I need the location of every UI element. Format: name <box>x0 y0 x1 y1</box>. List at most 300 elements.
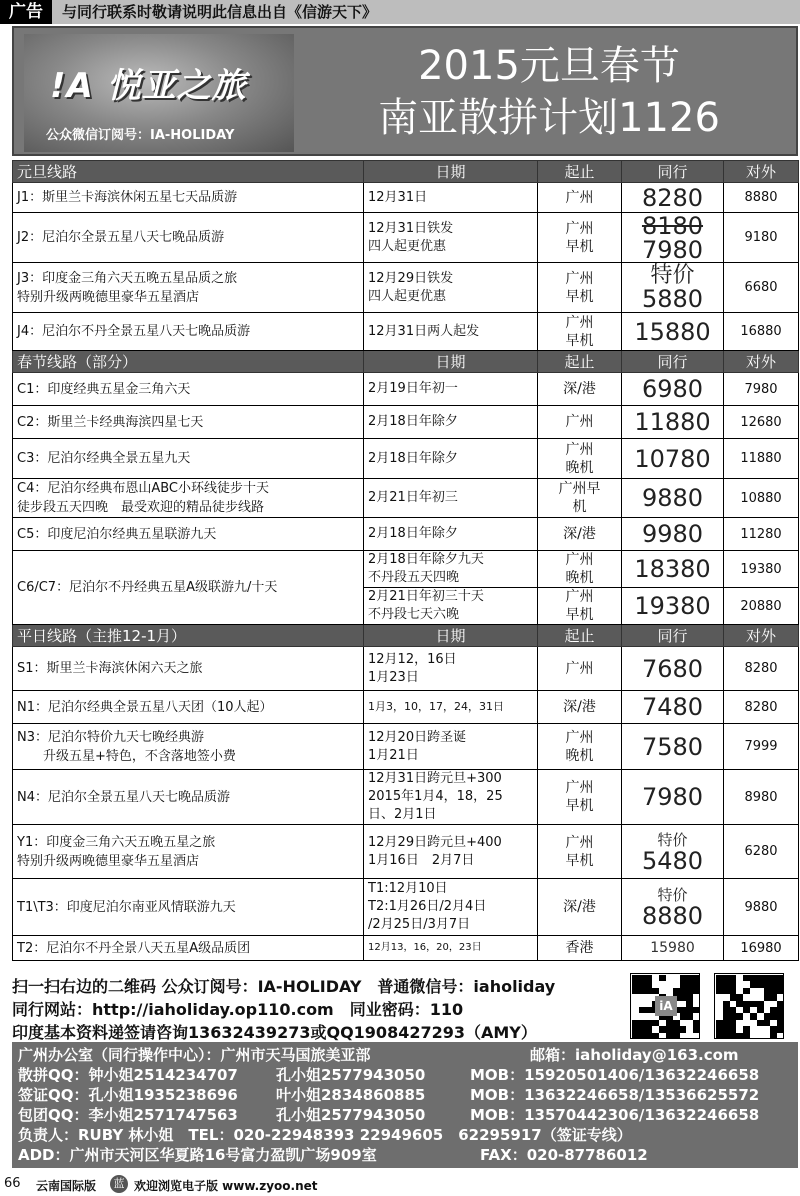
qr-module <box>693 1007 700 1013</box>
qr-module <box>757 1007 764 1013</box>
departure-city: 广州 晚机 <box>538 551 622 588</box>
page-number: 66 <box>4 1176 21 1191</box>
section-header-cell: 起止 <box>538 351 622 373</box>
qr-code-wechat <box>714 973 784 1039</box>
departure-city: 广州 早机 <box>538 588 622 625</box>
edition-badge-icon: 蓝 <box>110 1175 128 1193</box>
table-row <box>13 518 799 551</box>
qr-module <box>652 1020 659 1026</box>
peer-price-value: 5880 <box>641 284 704 313</box>
table-row <box>13 647 799 691</box>
departure-date: T1:12月10日 T2:1月26日/2月4日 /2月25日/3月7日 <box>364 879 538 936</box>
qr-module <box>632 981 639 987</box>
banner-title-line1: 2015元旦春节 <box>418 43 680 89</box>
qr-module <box>666 1026 673 1032</box>
section-header-cell: 同行 <box>622 161 724 183</box>
departure-date: 1月3，10，17，24，31日 <box>364 691 538 724</box>
peer-price <box>622 879 724 936</box>
departure-city: 广州 早机 <box>538 263 622 313</box>
peer-price-value: 19380 <box>634 592 711 620</box>
table-row <box>13 879 799 936</box>
peer-price-value: 8280 <box>641 183 704 212</box>
peer-price-value: 11880 <box>634 408 711 436</box>
qr-module <box>777 975 784 981</box>
departure-city: 广州 早机 <box>538 313 622 351</box>
qr-module <box>686 1013 693 1019</box>
edition-label: 云南国际版 <box>36 1179 97 1193</box>
ad-notice: 与同行联系时敬请说明此信息出自《信游天下》 <box>52 0 800 24</box>
qr-module <box>777 981 784 987</box>
departure-date: 12月31日 <box>364 183 538 213</box>
qr-module <box>723 1020 730 1026</box>
group-qq-2: 孔小姐2577943050 <box>276 1066 426 1084</box>
peer-price <box>622 263 724 313</box>
departure-city: 广州 晚机 <box>538 724 622 770</box>
public-price: 9880 <box>724 879 799 936</box>
qr-module <box>646 1007 653 1013</box>
section-header-cell: 对外 <box>724 161 799 183</box>
route-name: C2：斯里兰卡经典海滨四星七天 <box>13 406 364 439</box>
departure-city: 广州 早机 <box>538 825 622 879</box>
table-row <box>13 313 799 351</box>
section-header-cell: 起止 <box>538 625 622 647</box>
qr-module <box>639 981 646 987</box>
departure-city: 深/港 <box>538 691 622 724</box>
table-row <box>13 479 799 518</box>
special-price-note: 特价 <box>657 886 688 904</box>
table-row <box>13 724 799 770</box>
special-price-note: 特价 <box>650 262 695 288</box>
table-row <box>13 825 799 879</box>
qr-module <box>730 1020 737 1026</box>
qr-module <box>652 988 659 994</box>
qr-module <box>652 1033 659 1039</box>
qr-module <box>730 994 737 1000</box>
public-price: 8280 <box>724 647 799 691</box>
logo <box>24 34 294 152</box>
public-price: 19380 <box>724 551 799 588</box>
special-price-note: 特价 <box>657 830 688 849</box>
qr-module <box>646 975 653 981</box>
qr-module <box>666 1020 673 1026</box>
qr-module <box>686 981 693 987</box>
qr-module <box>730 1026 737 1032</box>
qr-module <box>666 1033 673 1039</box>
qr-module <box>686 975 693 981</box>
qr-module <box>680 1026 687 1032</box>
peer-price-value: 5480 <box>641 846 704 875</box>
peer-price <box>622 373 724 406</box>
page-footer <box>0 1172 800 1196</box>
qr-module <box>632 1033 639 1039</box>
qr-module <box>750 1013 757 1019</box>
qr-module <box>743 1026 750 1032</box>
route-name: C6/C7：尼泊尔不丹经典五星A级联游九/十天 <box>13 551 364 625</box>
departure-city: 深/港 <box>538 373 622 406</box>
group-qq: 散拼QQ：钟小姐2514234707 <box>18 1066 238 1084</box>
qr-module <box>743 988 750 994</box>
public-price: 11880 <box>724 439 799 479</box>
peer-price-value: 7680 <box>641 654 704 683</box>
office-line <box>18 1125 792 1145</box>
departure-city: 香港 <box>538 936 622 961</box>
peer-price-value: 18380 <box>634 555 711 583</box>
visa-qq: 签证QQ：孔小姐1935238696 <box>18 1086 238 1104</box>
qr-module <box>757 981 764 987</box>
office-line <box>18 1085 792 1105</box>
visa-qq-2: 叶小姐2834860885 <box>276 1086 426 1104</box>
departure-city: 广州 早机 <box>538 213 622 263</box>
qr-module <box>680 975 687 981</box>
table-row <box>13 213 799 263</box>
charter-qq: 包团QQ：李小姐2571747563 <box>18 1106 238 1124</box>
office-line <box>18 1105 792 1125</box>
departure-date: 12月31日两人起发 <box>364 313 538 351</box>
peer-price <box>622 479 724 518</box>
section-header-cell: 日期 <box>364 161 538 183</box>
departure-date: 12月29日跨元旦+400 1月16日 2月7日 <box>364 825 538 879</box>
route-name: J3：印度金三角六天五晚五星品质之旅 特别升级两晚德里豪华五星酒店 <box>13 263 364 313</box>
qr-module <box>770 1007 777 1013</box>
route-name: N3：尼泊尔特价九天七晚经典游 升级五星+特色，不含落地签小费 <box>13 724 364 770</box>
table-row <box>13 936 799 961</box>
qr-module <box>646 1020 653 1026</box>
qr-module <box>639 1020 646 1026</box>
peer-price-value: 7480 <box>641 693 704 721</box>
qr-module <box>777 1013 784 1019</box>
qr-module <box>770 1033 777 1039</box>
route-name: N4：尼泊尔全景五星八天七晚品质游 <box>13 770 364 825</box>
qr-module <box>743 1001 750 1007</box>
qr-module <box>686 988 693 994</box>
website-note: 欢迎浏览电子版 www.zyoo.net <box>134 1179 318 1193</box>
qr-module <box>639 988 646 994</box>
section-header-chunjie <box>13 351 799 373</box>
qr-module <box>730 981 737 987</box>
ad-tag: 广告 <box>0 0 52 24</box>
qr-module <box>639 1033 646 1039</box>
charter-mob: MOB：13570442306/13632246658 <box>470 1106 760 1124</box>
route-name: C4：尼泊尔经典布恩山ABC小环线徒步十天 徒步段五天四晚 最受欢迎的精品徒步线路 <box>13 479 364 518</box>
route-name: T1\T3：印度尼泊尔南亚风情联游九天 <box>13 879 364 936</box>
peer-price <box>622 406 724 439</box>
departure-city: 广州 <box>538 406 622 439</box>
table-row <box>13 183 799 213</box>
section-header-cell: 对外 <box>724 625 799 647</box>
qr-module <box>770 994 777 1000</box>
qr-module <box>764 981 771 987</box>
qr-module <box>770 981 777 987</box>
table-row <box>13 439 799 479</box>
qr-module <box>723 1026 730 1032</box>
qr-module <box>632 988 639 994</box>
departure-city: 广州早 机 <box>538 479 622 518</box>
table-row <box>13 406 799 439</box>
public-price: 9180 <box>724 213 799 263</box>
office-email: 邮箱：iaholiday@163.com <box>530 1046 739 1064</box>
qr-module <box>646 981 653 987</box>
qr-module <box>632 975 639 981</box>
peer-price <box>622 647 724 691</box>
contact-website: 同行网站：http://iaholiday.op110.com 同业密码：110 <box>12 1000 464 1019</box>
route-name: C1：印度经典五星金三角六天 <box>13 373 364 406</box>
qr-module <box>736 1013 743 1019</box>
qr-module <box>750 1001 757 1007</box>
qr-module <box>764 1013 771 1019</box>
qr-module <box>723 975 730 981</box>
route-name: N1：尼泊尔经典全景五星八天团（10人起） <box>13 691 364 724</box>
contact-visa: 印度基本资料递签请咨询13632439273或QQ1908427293（AMY） <box>12 1023 537 1042</box>
header-banner <box>12 26 798 156</box>
peer-price-value: 7980 <box>641 235 704 264</box>
qr-module <box>723 988 730 994</box>
departure-date: 12月13，16，20，23日 <box>364 936 538 961</box>
qr-module <box>723 1013 730 1019</box>
public-price: 6680 <box>724 263 799 313</box>
route-name: J1：斯里兰卡海滨休闲五星七天品质游 <box>13 183 364 213</box>
peer-price <box>622 691 724 724</box>
qr-module <box>723 1001 730 1007</box>
departure-date: 12月20日跨圣诞 1月21日 <box>364 724 538 770</box>
qr-module <box>716 1020 723 1026</box>
peer-price <box>622 439 724 479</box>
office-fax: FAX：020-87786012 <box>480 1146 648 1164</box>
qr-module <box>680 1007 687 1013</box>
visa-mob: MOB：13632246658/13536625572 <box>470 1086 760 1104</box>
public-price: 10880 <box>724 479 799 518</box>
route-name: J4：尼泊尔不丹全景五星八天七晚品质游 <box>13 313 364 351</box>
ad-strip <box>0 0 800 24</box>
route-name: C5：印度尼泊尔经典五星联游九天 <box>13 518 364 551</box>
departure-date: 2月18日年除夕 <box>364 439 538 479</box>
qr-module <box>764 1020 771 1026</box>
office-line <box>18 1145 792 1165</box>
qr-module <box>770 1026 777 1032</box>
qr-module <box>770 1013 777 1019</box>
table-row <box>13 263 799 313</box>
qr-module <box>673 1026 680 1032</box>
group-mob: MOB：15920501406/13632246658 <box>470 1066 760 1084</box>
office-add: ADD：广州市天河区华夏路16号富力盈凯广场909室 <box>18 1146 377 1164</box>
contact-wechat: 扫一扫右边的二维码 公众订阅号：IA-HOLIDAY 普通微信号：iaholiday <box>12 977 556 996</box>
table-row <box>13 691 799 724</box>
qr-module <box>659 975 666 981</box>
peer-price <box>622 313 724 351</box>
qr-module <box>639 1007 646 1013</box>
departure-city: 广州 <box>538 647 622 691</box>
peer-price-value: 8880 <box>641 902 704 930</box>
qr-module <box>743 1033 750 1039</box>
qr-module <box>736 1033 743 1039</box>
charter-qq-2: 孔小姐2577943050 <box>276 1106 426 1124</box>
price-table <box>12 160 798 961</box>
qr-module <box>743 975 750 981</box>
qr-module <box>673 988 680 994</box>
qr-module <box>757 975 764 981</box>
qr-module <box>764 988 771 994</box>
qr-module <box>730 988 737 994</box>
qr-code-subscription <box>630 973 700 1039</box>
qr-module <box>646 1026 653 1032</box>
qr-module <box>730 1013 737 1019</box>
qr-module <box>736 994 743 1000</box>
section-header-cell: 日期 <box>364 351 538 373</box>
public-price: 8280 <box>724 691 799 724</box>
qr-module <box>632 1020 639 1026</box>
departure-date: 12月29日铁发 四人起更优惠 <box>364 263 538 313</box>
qr-module <box>680 1013 687 1019</box>
qr-module <box>680 981 687 987</box>
qr-module <box>743 1007 750 1013</box>
qr-module <box>757 1001 764 1007</box>
manager-contact: 负责人：RUBY 林小姐 TEL：020-22948393 22949605 62295917（签证专线） <box>18 1126 632 1144</box>
route-name: T2：尼泊尔不丹全景八天五星A级品质团 <box>13 936 364 961</box>
qr-module <box>632 1026 639 1032</box>
departure-date: 12月12，16日 1月23日 <box>364 647 538 691</box>
qr-module <box>659 1026 666 1032</box>
departure-city: 广州 晚机 <box>538 439 622 479</box>
qr-module <box>639 975 646 981</box>
route-name: J2：尼泊尔全景五星八天七晚品质游 <box>13 213 364 263</box>
public-price: 8980 <box>724 770 799 825</box>
banner-title-line2: 南亚散拼计划1126 <box>378 95 720 141</box>
section-header-pingri <box>13 625 799 647</box>
table-row <box>13 551 799 588</box>
departure-date: 2月21日年初三 <box>364 479 538 518</box>
qr-module <box>646 1033 653 1039</box>
qr-module <box>730 1033 737 1039</box>
public-price: 11280 <box>724 518 799 551</box>
departure-date: 2月18日年除夕九天 不丹段五天四晚 <box>364 551 538 588</box>
banner-title <box>314 40 784 144</box>
qr-module <box>730 975 737 981</box>
table-row <box>13 770 799 825</box>
qr-module <box>680 994 687 1000</box>
peer-price-value: 6980 <box>641 375 704 403</box>
qr-module <box>764 994 771 1000</box>
qr-module <box>639 1026 646 1032</box>
departure-date: 2月21日年初三十天 不丹段七天六晚 <box>364 588 538 625</box>
departure-city: 广州 <box>538 183 622 213</box>
section-header-yuandan <box>13 161 799 183</box>
office-line <box>18 1045 792 1065</box>
route-name: S1：斯里兰卡海滨休闲六天之旅 <box>13 647 364 691</box>
departure-city: 深/港 <box>538 518 622 551</box>
section-header-cell: 元旦线路 <box>13 161 364 183</box>
public-price: 7980 <box>724 373 799 406</box>
qr-module <box>646 988 653 994</box>
peer-price <box>622 518 724 551</box>
departure-city: 广州 早机 <box>538 770 622 825</box>
departure-date: 2月18日年除夕 <box>364 518 538 551</box>
office-address: 广州办公室（同行操作中心）：广州市天马国旅美亚部 <box>18 1046 371 1064</box>
qr-module <box>750 975 757 981</box>
section-header-cell: 起止 <box>538 161 622 183</box>
peer-price-value: 15880 <box>634 317 711 346</box>
qr-module <box>777 1026 784 1032</box>
table-row <box>13 373 799 406</box>
logo-text: !A 悦亚之旅 <box>50 66 247 106</box>
departure-date: 2月19日年初一 <box>364 373 538 406</box>
qr-module <box>770 988 777 994</box>
route-name: C3：尼泊尔经典全景五星九天 <box>13 439 364 479</box>
peer-price <box>622 183 724 213</box>
qr-module <box>686 1001 693 1007</box>
qr-module <box>673 1020 680 1026</box>
peer-price-value: 9880 <box>641 484 704 512</box>
office-info <box>12 1042 798 1168</box>
section-header-cell: 同行 <box>622 351 724 373</box>
peer-price <box>622 724 724 770</box>
qr-module <box>693 1020 700 1026</box>
qr-module <box>723 1007 730 1013</box>
qr-module <box>777 1020 784 1026</box>
qr-module <box>716 975 723 981</box>
qr-module <box>777 1007 784 1013</box>
qr-module <box>693 1026 700 1032</box>
public-price: 16880 <box>724 313 799 351</box>
qr-module <box>673 1033 680 1039</box>
peer-price <box>622 213 724 263</box>
peer-price-value: 10780 <box>634 444 711 473</box>
route-name: Y1：印度金三角六天五晚五星之旅 特别升级两晚德里豪华五星酒店 <box>13 825 364 879</box>
peer-price-value: 15980 <box>650 940 695 956</box>
public-price: 12680 <box>724 406 799 439</box>
departure-city: 深/港 <box>538 879 622 936</box>
departure-date: 12月31日跨元旦+300 2015年1月4，18，25 日、2月1日 <box>364 770 538 825</box>
qr-module <box>730 1007 737 1013</box>
peer-price <box>622 770 724 825</box>
public-price: 20880 <box>724 588 799 625</box>
qr-module <box>777 988 784 994</box>
qr-module <box>686 994 693 1000</box>
peer-price <box>622 551 724 588</box>
qr-logo-icon: iA <box>655 996 677 1016</box>
peer-price-value: 7980 <box>641 783 704 811</box>
qr-module <box>764 975 771 981</box>
section-header-cell: 日期 <box>364 625 538 647</box>
section-header-cell: 平日线路（主推12-1月） <box>13 625 364 647</box>
qr-module <box>777 1001 784 1007</box>
qr-module <box>757 1020 764 1026</box>
qr-module <box>750 981 757 987</box>
qr-module <box>680 988 687 994</box>
qr-module <box>716 1033 723 1039</box>
peer-price-value: 7580 <box>641 732 704 761</box>
qr-module <box>693 981 700 987</box>
section-header-cell: 春节线路（部分） <box>13 351 364 373</box>
qr-module <box>693 988 700 994</box>
section-header-cell: 同行 <box>622 625 724 647</box>
peer-price <box>622 936 724 961</box>
qr-module <box>716 981 723 987</box>
qr-module <box>736 1001 743 1007</box>
section-header-cell: 对外 <box>724 351 799 373</box>
public-price: 6280 <box>724 825 799 879</box>
qr-module <box>770 975 777 981</box>
public-price: 8880 <box>724 183 799 213</box>
qr-module <box>723 981 730 987</box>
contact-info <box>12 975 622 1044</box>
old-peer-price: 8180 <box>641 211 704 240</box>
office-line <box>18 1065 792 1085</box>
logo-subtitle: 公众微信订阅号：IA-HOLIDAY <box>46 128 235 143</box>
qr-module <box>716 1026 723 1032</box>
public-price: 16980 <box>724 936 799 961</box>
peer-price <box>622 588 724 625</box>
departure-date: 2月18日年除夕 <box>364 406 538 439</box>
qr-module <box>686 1007 693 1013</box>
